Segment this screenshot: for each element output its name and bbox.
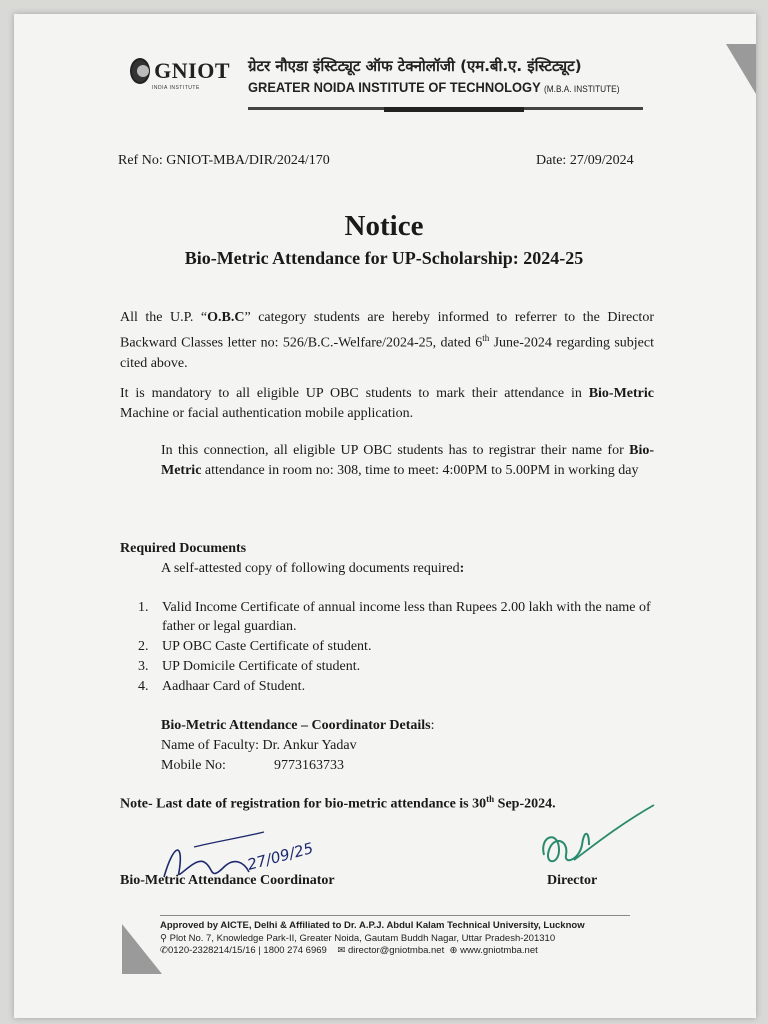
logo-subtext: INDIA INSTITUTE	[152, 85, 200, 91]
footer-contact: ✆0120-2328214/15/16 | 1800 274 6969 ✉ director@gniotmba.net ⊕ www.gniotmba.net	[160, 945, 538, 956]
logo-text: GNIOT	[154, 58, 230, 83]
list-item: 3. UP Domicile Certificate of student.	[138, 659, 361, 674]
list-item: 4. Aadhaar Card of Student.	[138, 679, 306, 694]
required-documents-list	[138, 598, 658, 697]
footer	[160, 920, 585, 958]
coordinator-heading: Bio-Metric Attendance – Coordinator Details:	[161, 718, 435, 733]
paragraph-obc-reference: All the U.P. “O.B.C” category students are hereby informed to referrer to the Director Backward Classes letter no: 526/B.C.-Welfare/2024-25, dated 6th June-2024 regarding subject cited above.	[120, 310, 654, 371]
globe-icon: ⊕	[449, 945, 461, 956]
required-documents-intro: A self-attested copy of following documents required:	[161, 561, 465, 576]
notice-date: Date: 27/09/2024	[536, 153, 634, 168]
reference-number: Ref No: GNIOT-MBA/DIR/2024/170	[118, 153, 330, 168]
list-item: 2. UP OBC Caste Certificate of student.	[138, 639, 372, 654]
institute-name-hindi: ग्रेटर नौएडा इंस्टिट्यूट ऑफ टेक्नोलॉजी (एम.बी.ए. इंस्टिट्यूट)	[248, 57, 582, 75]
list-item: 1. Valid Income Certificate of annual income less than Rupees 2.00 lakh with the name of father or legal guardian.	[138, 600, 651, 634]
required-documents-heading: Required Documents	[120, 541, 247, 556]
phone-icon: ✆	[160, 945, 168, 956]
notice-subtitle: Bio-Metric Attendance for UP-Scholarship: 2024-25	[184, 248, 584, 268]
footer-address: ⚲ Plot No. 7, Knowledge Park-II, Greater Noida, Gautam Buddh Nagar, Uttar Pradesh-201310	[160, 932, 556, 944]
document-page	[14, 14, 756, 1018]
coordinator-faculty: Name of Faculty: Dr. Ankur Yadav	[161, 738, 357, 753]
coordinator-sign-label: Bio-Metric Attendance Coordinator	[120, 873, 335, 888]
coordinator-mobile: Mobile No: 9773163733	[161, 758, 344, 773]
paragraph-registration: In this connection, all eligible UP OBC students has to registrar their name for Bio-Metric attendance in room no: 308, time to meet: 4:00PM to 5.00PM in working day	[161, 443, 654, 478]
director-signature	[534, 800, 664, 880]
header-divider-accent	[384, 107, 524, 112]
coordinator-details	[161, 716, 434, 776]
page-title: Notice	[344, 210, 424, 242]
letterhead	[130, 47, 670, 117]
footer-approval: Approved by AICTE, Delhi & Affiliated to Dr. A.P.J. Abdul Kalam Technical University, Lucknow	[160, 920, 585, 931]
logo-emblem-icon	[130, 58, 150, 84]
corner-decoration	[726, 44, 756, 94]
institute-name-english: GREATER NOIDA INSTITUTE OF TECHNOLOGY (M.B.A. INSTITUTE)	[248, 79, 620, 95]
email-icon: ✉	[337, 945, 348, 956]
footer-divider	[160, 915, 630, 916]
corner-decoration	[122, 924, 162, 974]
signature-date: 27/09/25	[245, 839, 316, 874]
director-sign-label: Director	[547, 873, 598, 888]
location-pin-icon: ⚲	[160, 932, 170, 944]
paragraph-mandatory: It is mandatory to all eligible UP OBC students to mark their attendance in Bio-Metric Machine or facial authentication mobile application.	[120, 386, 654, 421]
last-date-note: Note- Last date of registration for bio-metric attendance is 30th Sep-2024.	[120, 794, 556, 812]
